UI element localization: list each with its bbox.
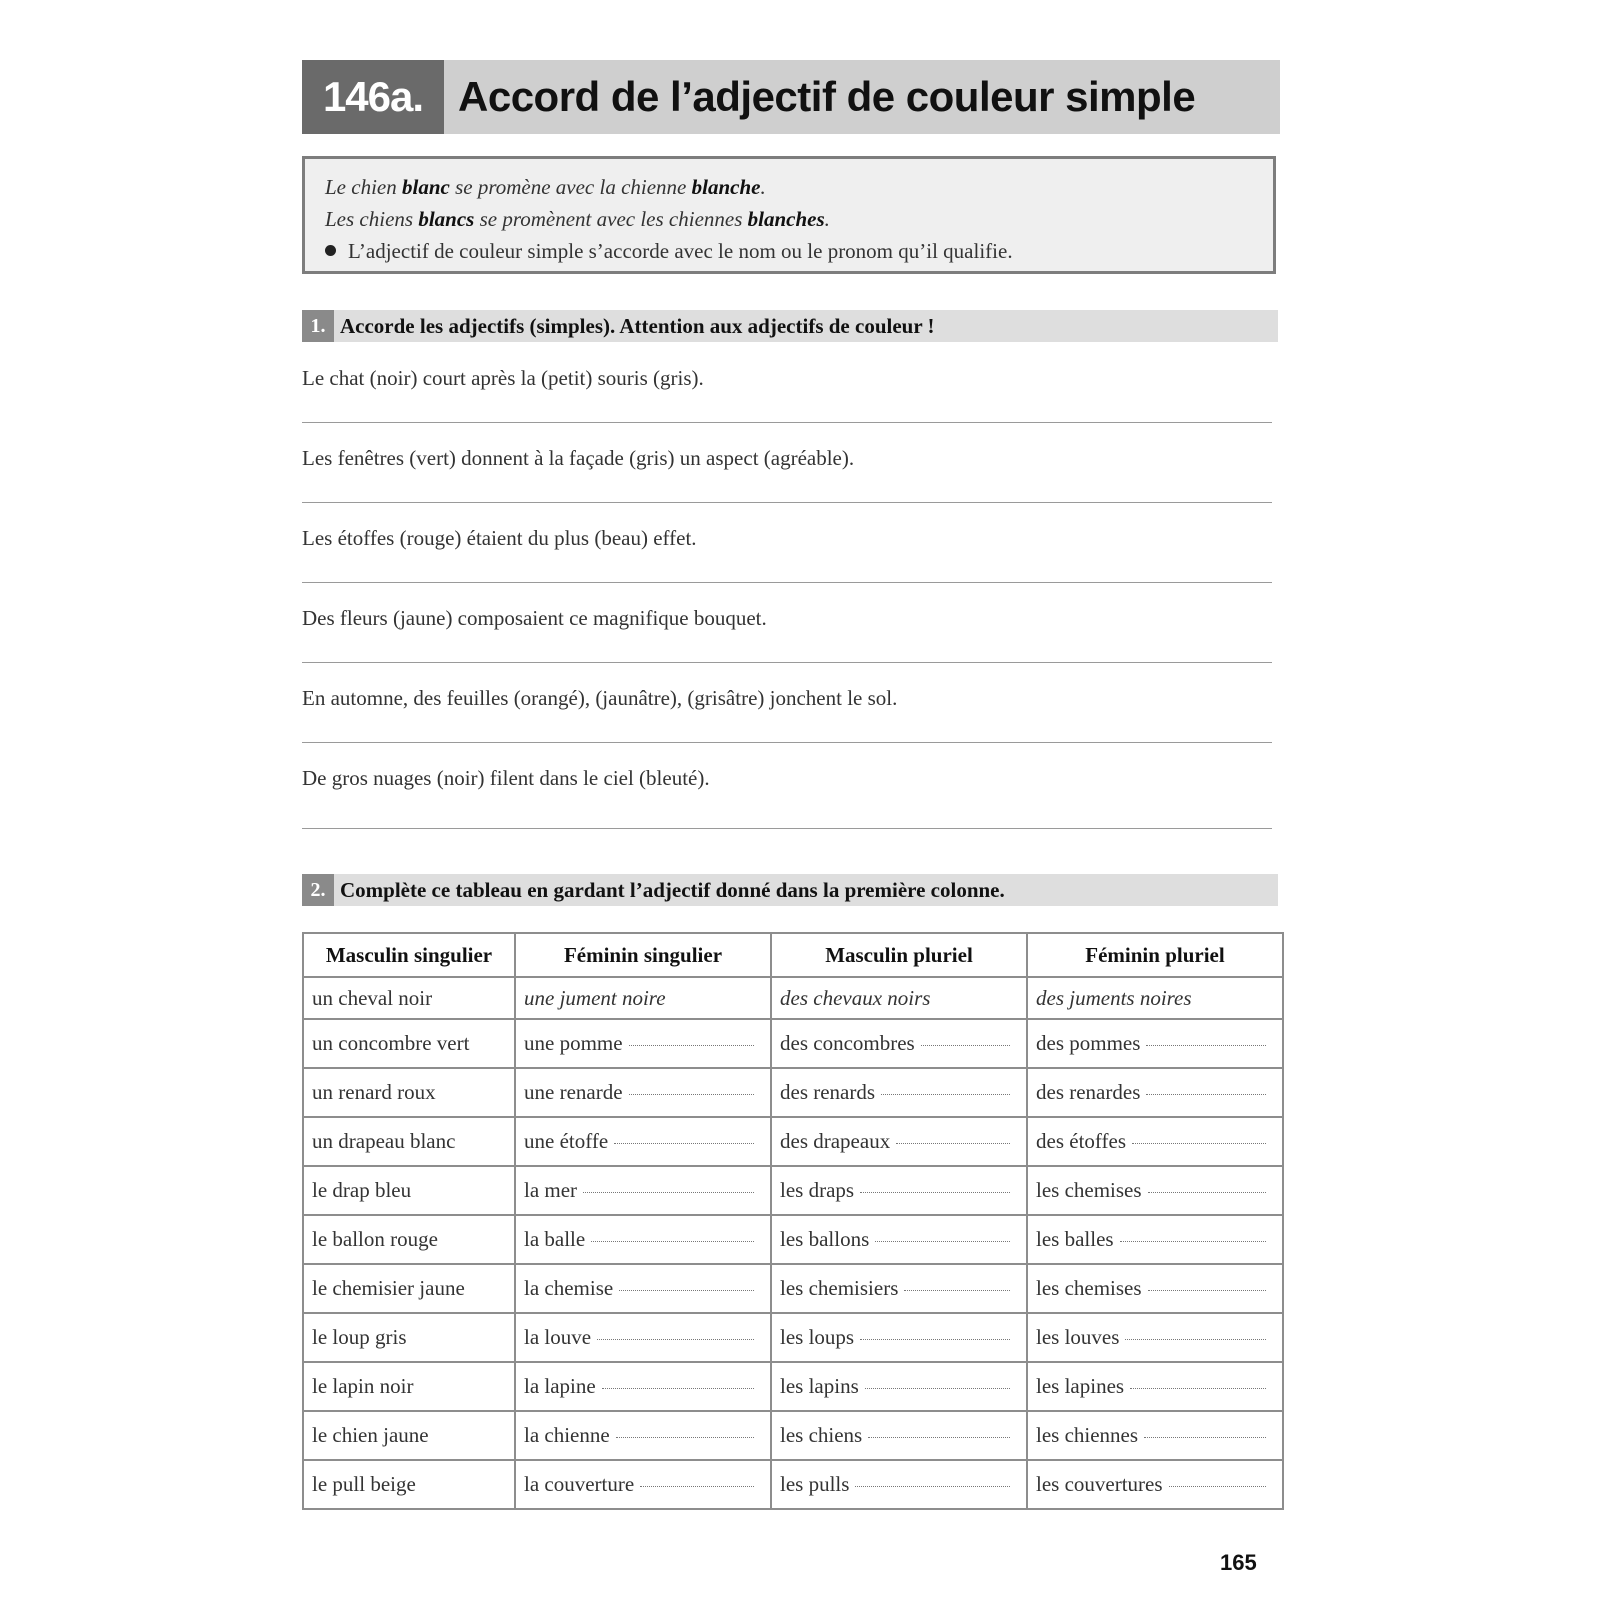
table-cell: une jument noire [515,977,771,1019]
cell-text: la balle [524,1227,586,1251]
cell-text: un concombre vert [312,1031,470,1055]
table-cell[interactable] [1027,1215,1283,1264]
table-row [303,1019,1283,1068]
cell-text: les couvertures [1036,1472,1163,1496]
answer-line-2[interactable] [302,502,1272,503]
fill-blank[interactable] [616,1437,754,1438]
table-cell[interactable] [1027,1362,1283,1411]
cell-text: un renard roux [312,1080,436,1104]
cell-text: les ballons [780,1227,870,1251]
fill-blank[interactable] [860,1339,1010,1340]
rule-example-plural: Les chiens blancs se promènent avec les chiennes blanches. [325,207,830,231]
header-masculin-singulier: Masculin singulier [303,933,515,977]
table-cell[interactable] [771,1264,1027,1313]
cell-text: les chiennes [1036,1423,1139,1447]
lesson-title: Accord de l’adjectif de couleur simple [458,73,1196,120]
table-row [303,1313,1283,1362]
table-header-row [303,933,1283,977]
table-cell [303,1362,515,1411]
table-cell[interactable] [1027,1313,1283,1362]
table-cell[interactable] [515,1362,771,1411]
exercise-2-header [302,874,1278,906]
cell-text: des renardes [1036,1080,1141,1104]
table-cell[interactable] [515,1460,771,1509]
fill-blank[interactable] [629,1094,754,1095]
table-row [303,1460,1283,1509]
fill-blank[interactable] [865,1388,1010,1389]
table-row [303,1264,1283,1313]
cell-text: une pomme [524,1031,623,1055]
fill-blank[interactable] [1169,1486,1266,1487]
cell-text: la chemise [524,1276,614,1300]
cell-text: la chienne [524,1423,610,1447]
fill-blank[interactable] [602,1388,754,1389]
table-cell[interactable] [771,1068,1027,1117]
sentence-6: De gros nuages (noir) filent dans le ciel (bleuté). [302,766,710,790]
cell-text: des renards [780,1080,876,1104]
cell-text: le lapin noir [312,1374,414,1398]
answer-line-3[interactable] [302,582,1272,583]
title-bar [302,60,1280,134]
header-feminin-pluriel: Féminin pluriel [1027,933,1283,977]
fill-blank[interactable] [583,1192,754,1193]
table-row [303,1166,1283,1215]
fill-blank[interactable] [629,1045,754,1046]
header-masculin-pluriel: Masculin pluriel [771,933,1027,977]
fill-blank[interactable] [640,1486,754,1487]
bullet-icon [325,245,336,256]
agreement-table [302,932,1284,1510]
table-cell [303,1117,515,1166]
exercise-2-instruction: Complète ce tableau en gardant l’adjectif donné dans la première colonne. [340,878,1005,902]
table-cell[interactable] [515,1068,771,1117]
table-cell [303,1460,515,1509]
table-model-row [303,977,1283,1019]
fill-blank[interactable] [855,1486,1010,1487]
cell-text: les draps [780,1178,855,1202]
cell-text: un drapeau blanc [312,1129,456,1153]
sentence-1: Le chat (noir) court après la (petit) souris (gris). [302,366,704,390]
exercise-2-number: 2. [302,874,334,906]
table-cell[interactable] [515,1264,771,1313]
table-cell[interactable] [515,1166,771,1215]
cell-text: le pull beige [312,1472,416,1496]
table-cell[interactable] [1027,1411,1283,1460]
table-cell[interactable] [771,1019,1027,1068]
table-cell[interactable] [771,1313,1027,1362]
fill-blank[interactable] [591,1241,754,1242]
answer-line-6[interactable] [302,828,1272,829]
table-cell[interactable] [1027,1264,1283,1313]
table-cell[interactable] [1027,1166,1283,1215]
fill-blank[interactable] [896,1143,1010,1144]
exercise-1-instruction: Accorde les adjectifs (simples). Attention aux adjectifs de couleur ! [340,314,935,338]
cell-text: les lapins [780,1374,859,1398]
cell-text: la mer [524,1178,578,1202]
table-cell[interactable] [515,1215,771,1264]
fill-blank[interactable] [1130,1388,1266,1389]
table-row [303,1362,1283,1411]
cell-text: des drapeaux [780,1129,891,1153]
fill-blank[interactable] [597,1339,754,1340]
table-cell[interactable] [515,1411,771,1460]
table-cell: des juments noires [1027,977,1283,1019]
table-cell [303,1019,515,1068]
sentence-5: En automne, des feuilles (orangé), (jaunâtre), (grisâtre) jonchent le sol. [302,686,898,710]
rule-box [302,156,1276,274]
cell-text: les chemises [1036,1276,1142,1300]
table-cell [303,1068,515,1117]
cell-text: les louves [1036,1325,1120,1349]
fill-blank[interactable] [881,1094,1010,1095]
table-cell[interactable] [771,1460,1027,1509]
header-feminin-singulier: Féminin singulier [515,933,771,977]
table-cell[interactable] [771,1215,1027,1264]
sentence-4: Des fleurs (jaune) composaient ce magnifique bouquet. [302,606,767,630]
cell-text: les chiens [780,1423,863,1447]
table-cell [303,1411,515,1460]
cell-text: une étoffe [524,1129,609,1153]
table-cell: des chevaux noirs [771,977,1027,1019]
answer-line-4[interactable] [302,662,1272,663]
answer-line-1[interactable] [302,422,1272,423]
rule-statement: L’adjectif de couleur simple s’accorde avec le nom ou le pronom qu’il qualifie. [325,239,1013,264]
cell-text: des étoffes [1036,1129,1126,1153]
fill-blank[interactable] [868,1437,1010,1438]
table-cell: un cheval noir [303,977,515,1019]
cell-text: les pulls [780,1472,850,1496]
cell-text: les balles [1036,1227,1114,1251]
table-row [303,1411,1283,1460]
cell-text: les loups [780,1325,855,1349]
cell-text: le loup gris [312,1325,407,1349]
table-cell[interactable] [515,1117,771,1166]
exercise-1-header [302,310,1278,342]
cell-text: le ballon rouge [312,1227,438,1251]
table-cell [303,1166,515,1215]
fill-blank[interactable] [921,1045,1010,1046]
table-cell[interactable] [771,1166,1027,1215]
table-cell [303,1313,515,1362]
table-row [303,1117,1283,1166]
cell-text: des concombres [780,1031,915,1055]
fill-blank[interactable] [1144,1437,1266,1438]
fill-blank[interactable] [619,1290,754,1291]
table-cell[interactable] [1027,1460,1283,1509]
table-row [303,1068,1283,1117]
table-cell[interactable] [771,1362,1027,1411]
cell-text: une renarde [524,1080,623,1104]
fill-blank[interactable] [860,1192,1010,1193]
fill-blank[interactable] [875,1241,1010,1242]
cell-text: le chien jaune [312,1423,429,1447]
cell-text: des pommes [1036,1031,1141,1055]
table-cell[interactable] [771,1117,1027,1166]
table-cell[interactable] [515,1313,771,1362]
sentence-3: Les étoffes (rouge) étaient du plus (beau) effet. [302,526,697,550]
fill-blank[interactable] [904,1290,1010,1291]
table-cell[interactable] [1027,1117,1283,1166]
table-cell[interactable] [771,1411,1027,1460]
exercise-1-number: 1. [302,310,334,342]
cell-text: la louve [524,1325,592,1349]
cell-text: le drap bleu [312,1178,412,1202]
lesson-number: 146a. [302,60,444,134]
table-cell [303,1215,515,1264]
sentence-2: Les fenêtres (vert) donnent à la façade (gris) un aspect (agréable). [302,446,855,470]
cell-text: les chemisiers [780,1276,899,1300]
table-cell [303,1264,515,1313]
table-cell[interactable] [1027,1068,1283,1117]
cell-text: la lapine [524,1374,596,1398]
fill-blank[interactable] [1146,1094,1266,1095]
fill-blank[interactable] [1148,1192,1266,1193]
fill-blank[interactable] [1132,1143,1266,1144]
table-cell[interactable] [515,1019,771,1068]
fill-blank[interactable] [1148,1290,1266,1291]
fill-blank[interactable] [1125,1339,1266,1340]
answer-line-5[interactable] [302,742,1272,743]
table-row [303,1215,1283,1264]
cell-text: les lapines [1036,1374,1125,1398]
cell-text: les chemises [1036,1178,1142,1202]
page-number: 165 [1220,1550,1257,1575]
table-cell[interactable] [1027,1019,1283,1068]
fill-blank[interactable] [614,1143,754,1144]
fill-blank[interactable] [1120,1241,1266,1242]
fill-blank[interactable] [1146,1045,1266,1046]
cell-text: le chemisier jaune [312,1276,465,1300]
rule-example-singular: Le chien blanc se promène avec la chienne blanche. [325,175,766,199]
cell-text: la couverture [524,1472,635,1496]
